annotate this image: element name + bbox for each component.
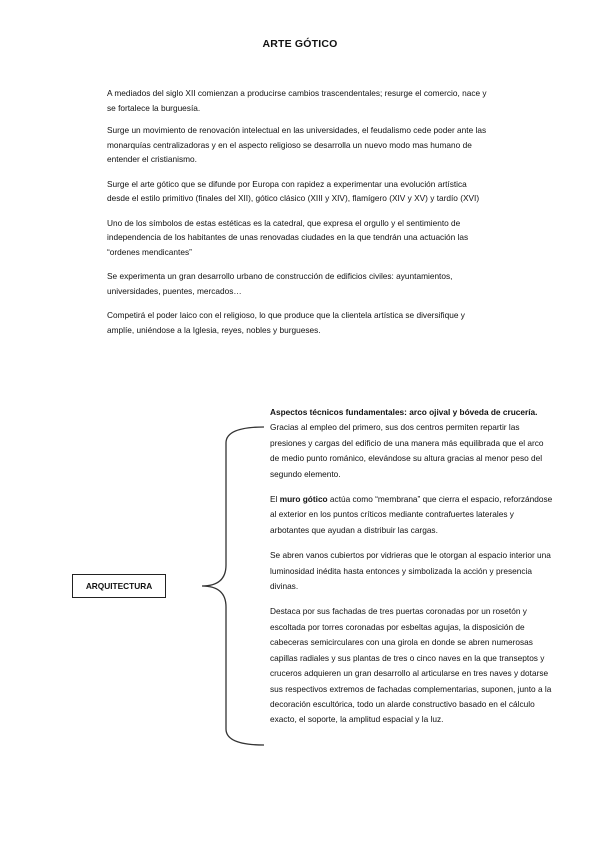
page-title: ARTE GÓTICO [262,38,338,50]
aspect-paragraph: El muro gótico actúa como “membrana” que cierra el espacio, reforzándose al exterior en los puntos críticos mediante contrafuertes laterales y arbotantes que ayudan a distribuir las cargas. [270,494,553,535]
intro-section [107,86,487,347]
aspect-paragraph: Se abren vanos cubiertos por vidrieras que le otorgan al espacio interior una luminosidad inédita hasta entonces y simbolizada la acción y presencia divinas. [270,550,551,592]
intro-paragraph: Surge un movimiento de renovación intelectual en las universidades, el feudalismo cede poder ante las monarquías centralizadoras y en el aspecto religioso se desarrolla un nuevo modo mas humano de entender el cristianismo. [107,125,487,164]
aspect-heading: Aspectos técnicos fundamentales: arco ojival y bóveda de crucería. [270,407,538,417]
aspects-section [270,405,555,738]
intro-paragraph: Competirá el poder laico con el religioso, lo que produce que la clientela artística se diversifique y amplíe, uniéndose a la Iglesia, reyes, nobles y burgueses. [107,310,465,335]
intro-paragraph: Uno de los símbolos de estas estéticas es la catedral, que expresa el orgullo y el sentimiento de independencia de los habitantes de unas renovadas ciudades en la que tendrán una actuación las “ordenes mendicantes” [107,217,469,257]
intro-paragraph: A mediados del siglo XII comienzan a producirse cambios trascendentales; resurge el comercio, nace y se fortalece la burguesía. [107,88,487,113]
aspect-keyword: muro gótico [279,494,328,505]
curly-brace [200,425,270,747]
intro-paragraph: Surge el arte gótico que se difunde por Europa con rapidez a experimentar una evolución artística desde el estilo primitivo (finales del XII), gótico clásico (XIII y XIV), flamígero (XIV y XV) y tardío (XVI) [107,178,480,203]
intro-paragraph: Se experimenta un gran desarrollo urbano de construcción de edificios civiles: ayuntamientos, universidades, puentes, mercados… [107,271,453,296]
aspect-paragraph: Aspectos técnicos fundamentales: arco ojival y bóveda de crucería. Gracias al empleo del primero, sus dos centros permiten repartir las presiones y cargas del edificio de una manera más equilibrada que el arco de medio punto románico, elevándose su altura gracias al menor peso del segundo elemento. [270,407,544,479]
arquitectura-box: ARQUITECTURA [72,574,166,598]
aspect-paragraph: Destaca por sus fachadas de tres puertas coronadas por un rosetón y escoltada por torres coronadas por esbeltas agujas, la disposición de cabeceras semicirculares con una girola en donde se abren numerosas capillas radiales y sus plantas de tres o cinco naves en la que transeptos y cruceros adquieren un gran desarrollo al articularse en tres naves y dotarse sus respectivos extremos de fachadas complementarias, suponen, junto a la decoración escultórica, todo un alarde constructivo basado en el cálculo exacto, el soporte, la amplitud espacial y la luz. [270,606,552,725]
